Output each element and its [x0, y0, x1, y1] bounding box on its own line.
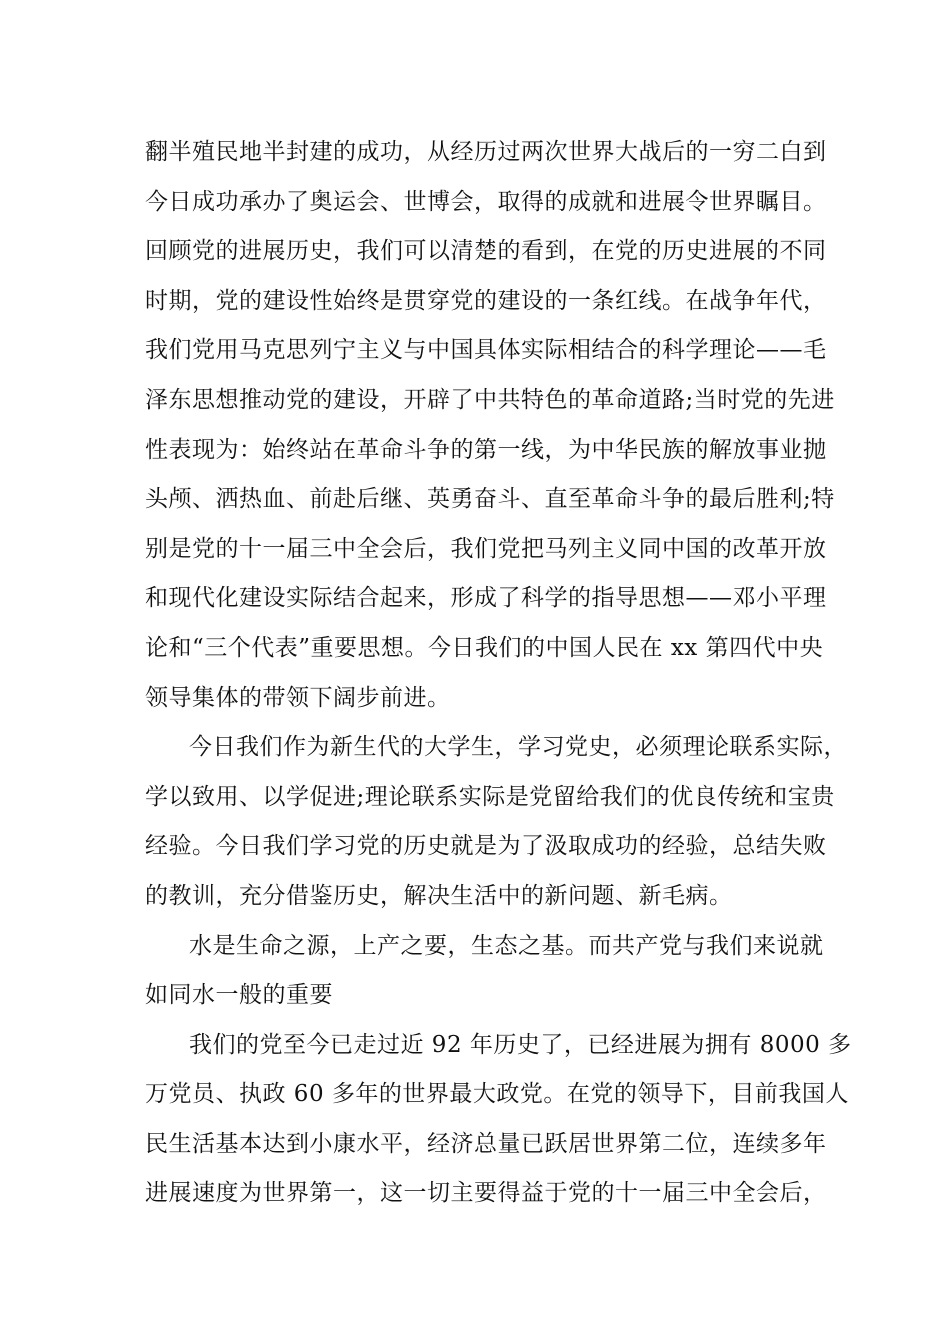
paragraph-2 [145, 723, 847, 921]
paragraph-1 [145, 128, 835, 723]
text-line: 万党员、执政 60 多年的世界最大政党。在党的领导下，目前我国人 [145, 1081, 849, 1108]
text-line: 和现代化建设实际结合起来，形成了科学的指导思想——邓小平理 [145, 585, 827, 612]
text-line: 如同水一般的重要 [145, 982, 333, 1009]
text-line: 泽东思想推动党的建设，开辟了中共特色的革命道路;当时党的先进 [145, 386, 835, 413]
text-line: 性表现为：始终站在革命斗争的第一线，为中华民族的解放事业抛 [145, 436, 827, 463]
paragraph-4 [145, 1021, 852, 1219]
text-line: 论和“三个代表”重要思想。今日我们的中国人民在 xx 第四代中央 [145, 634, 824, 661]
text-line: 时期，党的建设性始终是贯穿党的建设的一条红线。在战争年代， [145, 287, 827, 314]
text-line: 水是生命之源，上产之要，生态之基。而共产党与我们来说就 [189, 932, 824, 959]
text-line: 头颅、洒热血、前赴后继、英勇奋斗、直至革命斗争的最后胜利;特 [145, 486, 835, 513]
text-line: 民生活基本达到小康水平，经济总量已跃居世界第二位，连续多年 [145, 1130, 827, 1157]
text-line: 进展速度为世界第一，这一切主要得益于党的十一届三中全会后， [145, 1180, 827, 1207]
text-line: 学以致用、以学促进;理论联系实际是党留给我们的优良传统和宝贵 [145, 783, 835, 810]
text-line: 今日成功承办了奥运会、世博会，取得的成就和进展令世界瞩目。 [145, 188, 827, 215]
text-line: 我们党用马克思列宁主义与中国具体实际相结合的科学理论——毛 [145, 337, 827, 364]
paragraph-3 [145, 922, 824, 1021]
text-line: 领导集体的带领下阔步前进。 [145, 684, 451, 711]
text-line: 翻半殖民地半封建的成功，从经历过两次世界大战后的一穷二白到 [145, 139, 827, 165]
text-line: 今日我们作为新生代的大学生，学习党史，必须理论联系实际， [189, 734, 847, 761]
document-body [145, 128, 852, 1219]
text-line: 我们的党至今已走过近 92 年历史了，已经进展为拥有 8000 多 [189, 1031, 852, 1058]
text-line: 回顾党的进展历史，我们可以清楚的看到，在党的历史进展的不同 [145, 238, 827, 265]
text-line: 的教训，充分借鉴历史，解决生活中的新问题、新毛病。 [145, 882, 733, 909]
text-line: 经验。今日我们学习党的历史就是为了汲取成功的经验，总结失败 [145, 833, 827, 860]
text-line: 别是党的十一届三中全会后，我们党把马列主义同中国的改革开放 [145, 535, 827, 562]
